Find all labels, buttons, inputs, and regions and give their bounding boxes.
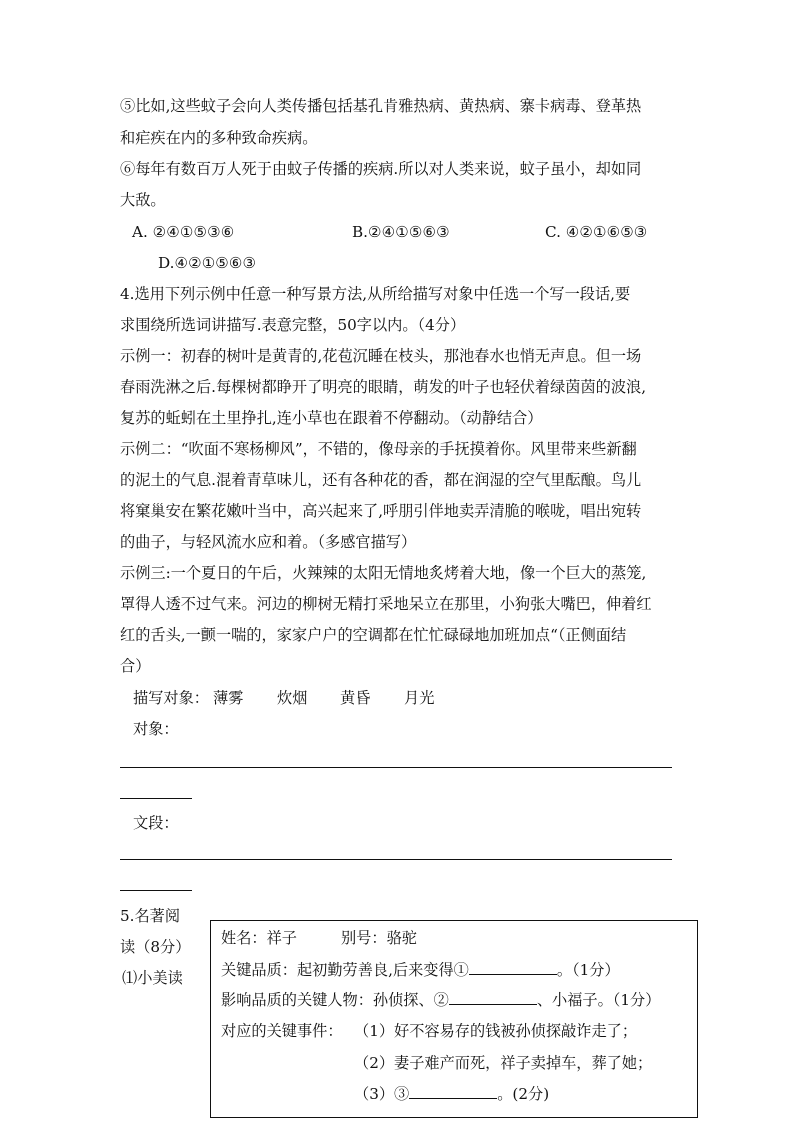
example-2-line-3: 将窠巢安在繁花嫩叶当中，高兴起来了,呼朋引伴地卖弄清脆的喉咙，唱出宛转 xyxy=(120,502,642,520)
blank-3[interactable] xyxy=(409,1084,497,1099)
object-label: 对象： xyxy=(133,720,179,738)
option-b: B.②④①⑤⑥③ xyxy=(352,223,450,241)
card-event-3-suffix: 。(2分) xyxy=(497,1085,550,1103)
paragraph-label: 文段： xyxy=(133,814,179,832)
targets-label: 描写对象： xyxy=(133,689,209,707)
target-3: 月光 xyxy=(404,689,435,707)
card-event-3-prefix: （3）③ xyxy=(354,1085,410,1103)
item-5-line-2: 和疟疾在内的多种致命疾病。 xyxy=(120,129,318,147)
card-quality-suffix: 。（1分） xyxy=(556,961,620,979)
example-3-line-2: 罩得人透不过气来。河边的柳树无精打采地呆立在那里，小狗张大嘴巴，伸着红 xyxy=(120,595,652,613)
option-c: C. ④②①⑥⑤③ xyxy=(545,223,648,241)
example-1-line-1: 示例一：初春的树叶是黄青的,花苞沉睡在枝头，那池春水也悄无声息。但一场 xyxy=(120,347,642,365)
target-2: 黄昏 xyxy=(340,689,371,707)
example-1-line-3: 复苏的蚯蚓在土里挣扎,连小草也在跟着不停翻动。（动静结合） xyxy=(120,409,543,427)
option-a: A. ②④①⑤③⑥ xyxy=(132,223,235,241)
card-people-prefix: 影响品质的关键人物：孙侦探、② xyxy=(221,991,449,1009)
target-1: 炊烟 xyxy=(277,689,308,707)
card-event-1: （1）好不容易存的钱被孙侦探敲诈走了； xyxy=(354,1022,638,1040)
card-quality xyxy=(221,960,620,980)
card-event-2: （2）妻子难产而死，祥子卖掉车，葬了她； xyxy=(354,1054,653,1072)
paragraph-answer-line-2[interactable] xyxy=(120,890,192,891)
q4-prompt-line-2: 求围绕所选词讲描写.表意完整，50字以内。（4分） xyxy=(120,316,466,334)
example-3-line-4: 合） xyxy=(120,657,151,675)
object-answer-line-2[interactable] xyxy=(120,798,192,799)
example-3-line-1: 示例三:一个夏日的午后，火辣辣的太阳无情地炙烤着大地，像一个巨大的蒸笼, xyxy=(120,564,647,582)
character-card xyxy=(210,920,698,1118)
item-6-line-1: ⑥每年有数百万人死于由蚊子传播的疾病.所以对人类来说，蚊子虽小，却如同 xyxy=(120,160,642,178)
card-name: 姓名：祥子 xyxy=(221,929,297,947)
item-5-line-1: ⑤比如,这些蚊子会向人类传播包括基孔肯雅热病、黄热病、寨卡病毒、登革热 xyxy=(120,97,642,115)
option-d: D.④②①⑤⑥③ xyxy=(158,254,257,272)
q5-sub-question: ⑴小美读 xyxy=(122,969,183,987)
object-answer-line-1[interactable] xyxy=(120,767,672,768)
example-3-line-3: 红的舌头,一颤一喘的，家家户户的空调都在忙忙碌碌地加班加点“（正侧面结 xyxy=(120,626,627,644)
example-2-line-1: 示例二：“吹面不寒杨柳风”，不错的，像母亲的手抚摸着你。风里带来些新翻 xyxy=(120,440,637,458)
example-2-line-4: 的曲子，与轻风流水应和着。（多感官描写） xyxy=(120,533,417,551)
card-alias: 别号：骆驼 xyxy=(341,929,417,947)
card-people xyxy=(221,990,660,1010)
target-0: 薄雾 xyxy=(213,689,244,707)
example-2-line-2: 的泥土的气息.混着青草味儿，还有各种花的香，都在润湿的空气里酝酿。鸟儿 xyxy=(120,471,642,489)
q5-title-line-1: 5.名著阅 xyxy=(120,907,181,925)
card-people-suffix: 、小福子。（1分） xyxy=(536,991,661,1009)
blank-1[interactable] xyxy=(469,960,557,975)
card-events-label: 对应的关键事件： xyxy=(221,1022,343,1040)
q4-prompt-line-1: 4.选用下列示例中任意一种写景方法,从所给描写对象中任选一个写一段话,要 xyxy=(120,285,631,303)
card-event-3 xyxy=(354,1084,549,1104)
q5-title-line-2: 读（8分） xyxy=(120,938,191,956)
blank-2[interactable] xyxy=(449,990,537,1005)
card-quality-prefix: 关键品质：起初勤劳善良,后来变得① xyxy=(221,961,469,979)
paragraph-answer-line-1[interactable] xyxy=(120,859,672,860)
item-6-line-2: 大敌。 xyxy=(120,191,166,209)
example-1-line-2: 春雨洗淋之后.每棵树都睁开了明亮的眼睛，萌发的叶子也轻伏着绿茵茵的波浪, xyxy=(120,378,647,396)
